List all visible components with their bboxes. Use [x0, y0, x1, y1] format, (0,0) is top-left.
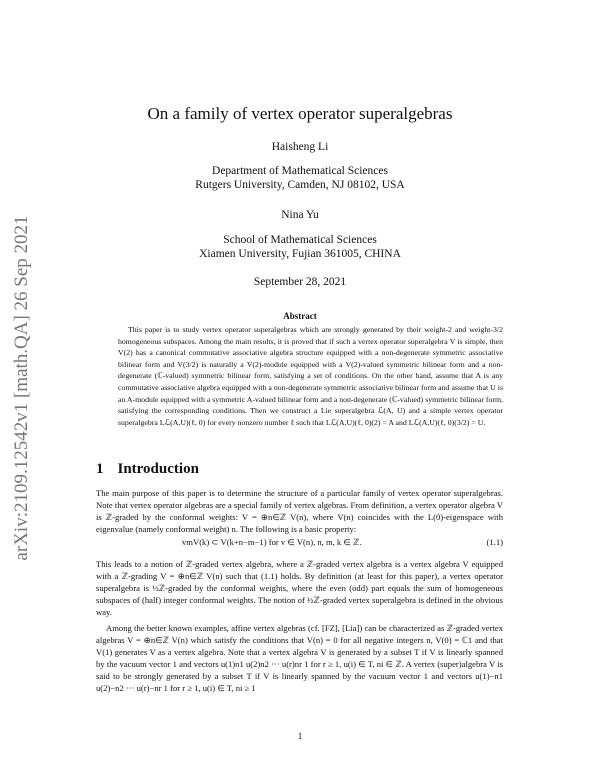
intro-paragraph-1: The main purpose of this paper is to determine the structure of a particular family of vertex operator superalgebras. Note that vertex operator algebras are a special family of vertex algebras. From definition, a vertex operator algebra V is ℤ-graded by the conformal weights: V = ⊕n∈ℤ V(n), where V(n) coincides with the L(0)-eigenspace with eigenvalue (namely conformal weight) n. The following is a basic property:	[96, 488, 503, 535]
abstract-text: This paper is to study vertex operator superalgebras which are strongly generated by their weight-2 and weight-3/2 homogeneous subspaces. Among the main results, it is proved that if such a vertex operator superalgebra V is simple, then V(2) has a canonical commutative associative algebra structure equipped with a non-degenerate symmetric associative bilinear form and V(3/2) is naturally a V(2)-module equipped with a V(2)-valued symmetric bilinear form and a non-degenerate (ℂ-valued) symmetric bilinear form, satisfying a set of conditions. On the other hand, assume that A is any commutative associative algebra equipped with a non-degenerate symmetric associative bilinear form and assume that U is an A-module equipped with a symmetric A-valued bilinear form and a non-degenerate (ℂ-valued) symmetric bilinear form, satisfying the corresponding conditions. Then we construct a Lie superalgebra ℒ(A, U) and a simple vertex operator superalgebra Lℒ(A,U)(ℓ, 0) for every nonzero number ℓ such that Lℒ(A,U)(ℓ, 0)(2) = A and Lℒ(A,U)(ℓ, 0)(3/2) = U.	[118, 325, 503, 427]
intro-paragraph-3: Among the better known examples, affine vertex algebras (cf. [FZ], [Lia]) can be characterized as ℤ-graded vertex algebras V = ⊕n∈ℤ V(n) which satisfy the conditions that V(n) = 0 for all negative integers n, V(0) = ℂ1 and that V(1) generates V as a vertex algebra. Note that a vertex algebra V is generated by a subset T if V is linearly spanned by the vacuum vector 1 and vectors u(1)n1 u(2)n2 ··· u(r)nr 1 for r ≥ 1, u(i) ∈ T, ni ∈ ℤ. A vertex (super)algebra V is said to be strongly generated by a subset T if V is linearly spanned by the vacuum vector 1 and vectors u(1)−n1 u(2)−n2 ··· u(r)−nr 1 for r ≥ 1, u(i) ∈ T, ni ≥ 1	[96, 623, 503, 694]
arxiv-stamp: arXiv:2109.12542v1 [math.QA] 26 Sep 2021	[11, 215, 32, 561]
section-title: Introduction	[117, 461, 199, 477]
paper-title: On a family of vertex operator superalgebras	[147, 104, 453, 123]
author-2-name: Nina Yu	[281, 209, 319, 221]
section-number: 1	[96, 461, 104, 477]
page-number: 1	[297, 731, 303, 741]
author-1-dept: Department of Mathematical Sciences	[212, 165, 388, 177]
abstract-heading: Abstract	[283, 311, 317, 321]
intro-paragraph-2: This leads to a notion of ℤ-graded vertex algebra, where a ℤ-graded vertex algebra is a vertex algebra V equipped with a ℤ-grading V = ⊕n∈ℤ V(n) such that (1.1) holds. By definition (at least for this paper), a vertex operator superalgebra is ½ℤ-graded by the conformal weights, where the even (odd) part equals the sum of homogeneous subspaces of (half) integer conformal weights. The notion of ½ℤ-graded vertex superalgebra is defined in the obvious way.	[96, 559, 503, 618]
author-2-inst: Xiamen University, Fujian 361005, CHINA	[199, 248, 401, 260]
author-1-name: Haisheng Li	[271, 141, 329, 153]
author-2-dept: School of Mathematical Sciences	[223, 234, 377, 246]
equation-number: (1.1)	[486, 537, 503, 547]
equation-formula: vmV(k) ⊂ V(k+n−m−1) for v ∈ V(n), n, m, k ∈ ℤ.	[182, 537, 362, 547]
author-1-inst: Rutgers University, Camden, NJ 08102, USA	[195, 179, 405, 191]
paper-date: September 28, 2021	[253, 276, 347, 288]
section-heading	[96, 461, 199, 478]
